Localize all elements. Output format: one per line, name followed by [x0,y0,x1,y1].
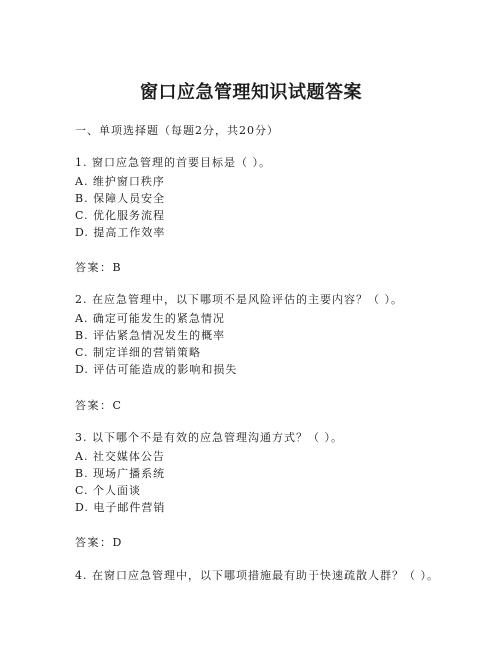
section-heading: 一、单项选择题（每题2分，共20分） [75,124,279,137]
question-2-stem: 2. 在应急管理中，以下哪项不是风险评估的主要内容？（ ）。 [75,293,403,306]
question-1-stem: 1. 窗口应急管理的首要目标是（ ）。 [75,156,271,169]
question-4-stem: 4. 在窗口应急管理中，以下哪项措施最有助于快速疏散人群？（ ）。 [75,569,439,582]
question-3-stem: 3. 以下哪个不是有效的应急管理沟通方式？（ ）。 [75,431,343,444]
question-1-option-b: B. 保障人员安全 [75,192,166,205]
question-1-answer: 答案：B [75,261,123,274]
question-3-answer: 答案：D [75,536,123,549]
question-1-option-d: D. 提高工作效率 [75,226,166,239]
question-1-option-c: C. 优化服务流程 [75,209,166,222]
question-3-option-c: C. 个人面谈 [75,484,142,497]
question-3-option-d: D. 电子邮件营销 [75,501,166,514]
document-title: 窗口应急管理知识试题答案 [140,82,362,103]
question-2-option-d: D. 评估可能造成的影响和损失 [75,363,238,376]
question-2-answer: 答案：C [75,399,123,412]
question-1-option-a: A. 维护窗口秩序 [75,175,165,188]
question-2-option-b: B. 评估紧急情况发生的概率 [75,329,226,342]
question-3-option-a: A. 社交媒体公告 [75,450,165,463]
question-3-option-b: B. 现场广播系统 [75,467,166,480]
question-2-option-a: A. 确定可能发生的紧急情况 [75,312,225,325]
question-2-option-c: C. 制定详细的营销策略 [75,346,202,359]
